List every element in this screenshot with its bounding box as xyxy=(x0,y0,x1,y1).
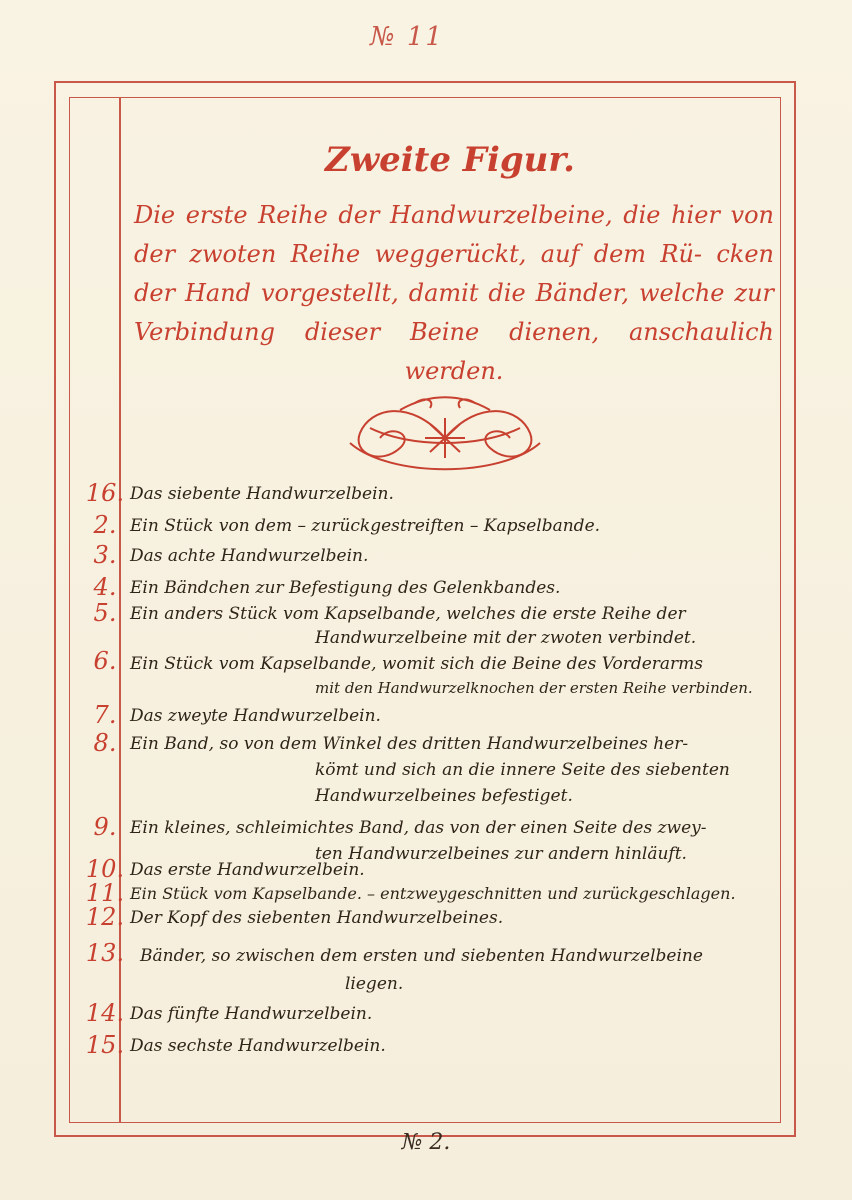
legend-number: 15. xyxy=(85,1031,125,1059)
legend-text: Das sechste Handwurzelbein. xyxy=(130,1036,386,1056)
legend-number: 4. xyxy=(93,573,117,601)
legend-number: 13. xyxy=(85,939,125,967)
folio-number: № 11 xyxy=(370,22,444,52)
legend-number: 3. xyxy=(93,541,117,569)
legend-text: Das zweyte Handwurzelbein. xyxy=(130,706,381,726)
legend-text: Ein anders Stück vom Kapselbande, welches die erste Reihe der xyxy=(130,604,686,624)
legend-continuation: Handwurzelbeines befestiget. xyxy=(315,786,573,806)
legend-number: 2. xyxy=(93,511,117,539)
legend-continuation: Handwurzelbeine mit der zwoten verbindet. xyxy=(315,628,697,648)
legend-text: Das achte Handwurzelbein. xyxy=(130,546,369,566)
legend-text: Ein Bändchen zur Befestigung des Gelenkbandes. xyxy=(130,578,561,598)
legend-text: Das siebente Handwurzelbein. xyxy=(130,484,394,504)
legend-number: 7. xyxy=(93,701,117,729)
legend-text: Ein Band, so von dem Winkel des dritten Handwurzelbeines her- xyxy=(130,734,689,754)
figure-caption: Die erste Reihe der Handwurzelbeine, die hier von der zwoten Reihe weggerückt, auf dem Rü- cken der Hand vorgestellt, damit die Bänder, welche zur Verbindung dieser Beine dienen, anschaulich werden. xyxy=(134,201,774,385)
legend-number: 16. xyxy=(85,479,125,507)
legend-number: 12. xyxy=(85,903,125,931)
figure-title: Zweite Figur. xyxy=(325,140,575,180)
legend-number: 9. xyxy=(93,813,117,841)
legend-text: Ein Stück vom Kapselbande. – entzweygeschnitten und zurückgeschlagen. xyxy=(130,884,736,903)
legend-text: Ein kleines, schleimichtes Band, das von der einen Seite des zwey- xyxy=(130,818,707,838)
legend-number: 11. xyxy=(85,879,125,907)
legend-number: 10. xyxy=(85,855,125,883)
legend-continuation: kömt und sich an die innere Seite des siebenten xyxy=(315,760,730,780)
legend-text: Der Kopf des siebenten Handwurzelbeines. xyxy=(130,908,504,928)
legend-continuation: ten Handwurzelbeines zur andern hinläuft. xyxy=(315,844,687,864)
sheet-signature-mark: № 2. xyxy=(401,1130,451,1155)
legend-text: Ein Stück vom Kapselbande, womit sich die Beine des Vorderarms xyxy=(130,654,703,674)
legend-number: 14. xyxy=(85,999,125,1027)
legend-continuation: liegen. xyxy=(345,974,404,994)
legend-number: 5. xyxy=(93,599,117,627)
legend-continuation: mit den Handwurzelknochen der ersten Reihe verbinden. xyxy=(315,679,753,697)
legend-number: 6. xyxy=(93,647,117,675)
legend-text: Das fünfte Handwurzelbein. xyxy=(130,1004,373,1024)
calligraphic-flourish xyxy=(330,388,560,488)
legend-text: Das erste Handwurzelbein. xyxy=(130,860,365,880)
legend-text: Ein Stück von dem – zurückgestreiften – Kapselbande. xyxy=(130,516,601,536)
legend-number: 8. xyxy=(93,729,117,757)
legend-text: Bänder, so zwischen dem ersten und siebenten Handwurzelbeine xyxy=(140,946,703,966)
